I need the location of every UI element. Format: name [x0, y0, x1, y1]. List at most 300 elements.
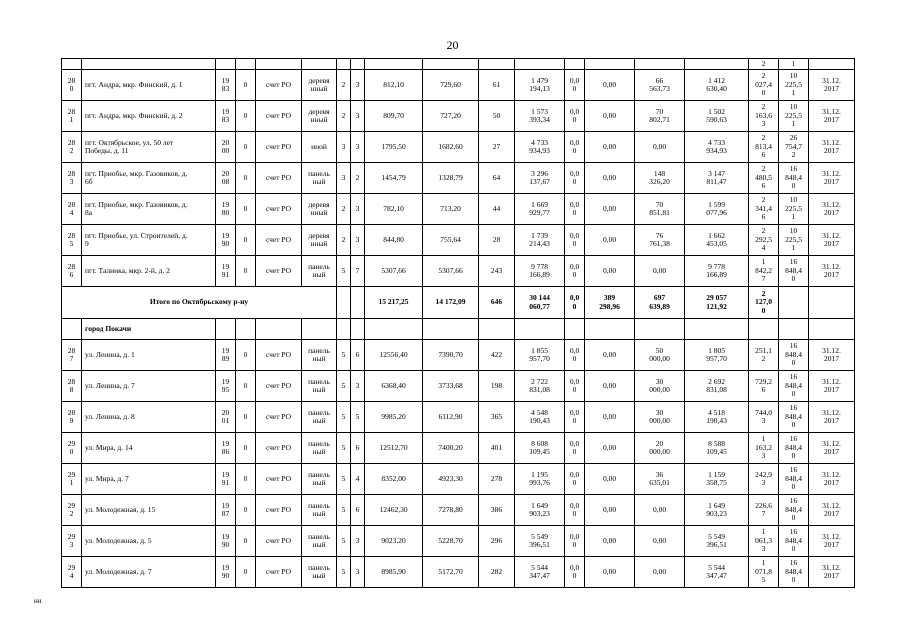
table-cell: счет РО [256, 371, 302, 402]
table-cell: 31.12. 2017 [809, 163, 855, 194]
table-cell: 1 159 358,75 [685, 464, 749, 495]
table-cell: 0 [236, 132, 256, 163]
table-cell: 5172,70 [423, 557, 479, 588]
table-cell: 31.12. 2017 [809, 371, 855, 402]
table-cell [479, 59, 515, 70]
table-cell [302, 59, 337, 70]
table-cell: счет РО [256, 225, 302, 256]
table-row [62, 256, 855, 287]
table-cell: 5 544 347,47 [685, 557, 749, 588]
table-cell: 198 [479, 371, 515, 402]
table-cell: 0,00 [585, 225, 635, 256]
table-cell: 19 80 [216, 194, 236, 225]
table-cell: 3 [351, 101, 365, 132]
table-cell: 5 549 396,51 [685, 526, 749, 557]
table-cell: 242,9 3 [749, 464, 779, 495]
table-cell: пгт. Андра, мкр. Финский, д. 2 [82, 101, 216, 132]
table-cell [62, 319, 82, 340]
table-cell: 1454,79 [365, 163, 423, 194]
table-cell: 31.12. 2017 [809, 402, 855, 433]
table-cell: 5 [337, 464, 351, 495]
table-cell: 19 83 [216, 70, 236, 101]
table-cell: 278 [479, 464, 515, 495]
table-cell: 7390,70 [423, 340, 479, 371]
table-cell: 0 [236, 340, 256, 371]
table-cell: 19 90 [216, 526, 236, 557]
table-cell: 4 733 934,93 [515, 132, 565, 163]
table-cell: 1 071,8 5 [749, 557, 779, 588]
table-cell: 0,0 0 [565, 402, 585, 433]
table-cell: 16 848,4 0 [779, 526, 809, 557]
table-cell [515, 319, 565, 340]
table-cell: 1 842,2 7 [749, 256, 779, 287]
table-cell: 243 [479, 256, 515, 287]
table-cell: 31.12. 2017 [809, 194, 855, 225]
table-cell: 0,00 [585, 464, 635, 495]
table-cell: 12512,70 [365, 433, 423, 464]
table-cell: 29 0 [62, 433, 82, 464]
housing-repair-table [61, 58, 855, 588]
table-cell: 0,00 [585, 433, 635, 464]
table-cell: 16 848,4 0 [779, 402, 809, 433]
table-row [62, 557, 855, 588]
total-label: Итого по Октябрьскому р-ну [62, 287, 337, 319]
table-cell: 0 [236, 371, 256, 402]
section-row [62, 319, 855, 340]
table-cell: 28 3 [62, 163, 82, 194]
table-cell: 44 [479, 194, 515, 225]
table-cell: 16 848,4 0 [779, 256, 809, 287]
table-cell: 5228,70 [423, 526, 479, 557]
table-cell: 29 2 [62, 495, 82, 526]
table-cell: 1795,50 [365, 132, 423, 163]
table-cell: 50 [479, 101, 515, 132]
table-cell: 1328,79 [423, 163, 479, 194]
table-cell: счет РО [256, 256, 302, 287]
table-cell: 12556,40 [365, 340, 423, 371]
page-number: 20 [446, 38, 459, 52]
table-cell: ул. Молодежная, д. 5 [82, 526, 216, 557]
table-cell: счет РО [256, 464, 302, 495]
table-cell [565, 59, 585, 70]
table-cell: пгт. Приобье, ул. Строителей, д. 9 [82, 225, 216, 256]
table-cell: панель ный [302, 433, 337, 464]
table-cell [565, 319, 585, 340]
table-cell: 1 502 590,63 [685, 101, 749, 132]
table-cell [585, 319, 635, 340]
table-cell: 19 90 [216, 557, 236, 588]
table-cell: 28 6 [62, 256, 82, 287]
table-cell: 0,00 [635, 557, 685, 588]
table-cell: 0,0 0 [565, 557, 585, 588]
table-cell: 28 8 [62, 371, 82, 402]
table-cell: 1 [779, 59, 809, 70]
table-row [62, 464, 855, 495]
table-cell [685, 59, 749, 70]
table-row-fragment [62, 59, 855, 70]
table-cell: 3 147 811,47 [685, 163, 749, 194]
table-cell: 0,00 [585, 371, 635, 402]
table-cell: 729,60 [423, 70, 479, 101]
table-cell: 0 [236, 256, 256, 287]
table-cell: 16 848,4 0 [779, 495, 809, 526]
table-cell: 10 225,5 1 [779, 70, 809, 101]
table-cell: 20 000,00 [635, 433, 685, 464]
table-cell: 0 [236, 101, 256, 132]
table-cell: 0,00 [585, 340, 635, 371]
table-cell: 31.12. 2017 [809, 464, 855, 495]
table-cell [216, 59, 236, 70]
table-cell: 3 [351, 371, 365, 402]
table-cell [779, 319, 809, 340]
table-cell: счет РО [256, 101, 302, 132]
table-cell: 1 649 903,23 [685, 495, 749, 526]
table-cell [809, 287, 855, 319]
table-row [62, 433, 855, 464]
table-cell: 19 87 [216, 495, 236, 526]
table-cell [479, 319, 515, 340]
table-cell: 3 [351, 526, 365, 557]
table-cell: 0,0 0 [565, 526, 585, 557]
table-cell: 30 000,00 [635, 402, 685, 433]
table-cell: 296 [479, 526, 515, 557]
table-cell [351, 319, 365, 340]
table-cell: 6 [351, 340, 365, 371]
table-cell: 6 [351, 495, 365, 526]
table-cell: 0 [236, 194, 256, 225]
table-cell: панель ный [302, 163, 337, 194]
table-cell: 744,0 3 [749, 402, 779, 433]
table-cell: 4 548 190,43 [515, 402, 565, 433]
table-cell: 2 [351, 163, 365, 194]
table-cell: 7400,20 [423, 433, 479, 464]
table-cell: 5307,66 [423, 256, 479, 287]
table-cell: 282 [479, 557, 515, 588]
table-cell: пгт. Талинка, мкр. 2-й, д. 2 [82, 256, 216, 287]
table-cell: 0,00 [585, 526, 635, 557]
table-row [62, 402, 855, 433]
table-cell: 3 [351, 557, 365, 588]
table-cell: панель ный [302, 340, 337, 371]
table-cell: 0 [236, 163, 256, 194]
table-cell: 29 4 [62, 557, 82, 588]
table-row [62, 495, 855, 526]
table-cell: счет РО [256, 70, 302, 101]
section-title-city: город Покачи [82, 319, 216, 340]
table-cell: 0,00 [635, 256, 685, 287]
table-cell: 0,00 [635, 526, 685, 557]
table-cell: 76 761,38 [635, 225, 685, 256]
table-cell: 5 [337, 495, 351, 526]
table-cell: 30 000,00 [635, 371, 685, 402]
total-area: 15 217,25 [365, 287, 423, 319]
table-cell: 1 061,3 3 [749, 526, 779, 557]
table-cell: 0 [236, 402, 256, 433]
table-cell: 4923,30 [423, 464, 479, 495]
table-cell: 1682,60 [423, 132, 479, 163]
table-cell: деревя нный [302, 101, 337, 132]
table-cell: пгт. Октябрьское, ул. 50 лет Победы, д. 11 [82, 132, 216, 163]
table-cell: 3 [337, 132, 351, 163]
table-cell: 0 [236, 225, 256, 256]
table-cell: 31.12. 2017 [809, 132, 855, 163]
table-cell: 2 722 831,08 [515, 371, 565, 402]
table-cell: 0 [236, 464, 256, 495]
table-cell: 10 225,5 1 [779, 194, 809, 225]
table-cell: 9985,20 [365, 402, 423, 433]
table-cell: 4 733 934,93 [685, 132, 749, 163]
table-cell: 28 0 [62, 70, 82, 101]
total-cost: 30 144 060,77 [515, 287, 565, 319]
table-cell: 3733,68 [423, 371, 479, 402]
table-cell: 0,0 0 [565, 433, 585, 464]
table-cell: 28 1 [62, 101, 82, 132]
table-cell: панель ный [302, 557, 337, 588]
total-residents: 646 [479, 287, 515, 319]
table-cell: 16 848,4 0 [779, 163, 809, 194]
table-cell: 0 [236, 557, 256, 588]
footer-mark: нн [34, 597, 42, 605]
table-cell: 19 91 [216, 256, 236, 287]
table-cell: 0,00 [585, 557, 635, 588]
table-cell: 1 412 630,40 [685, 70, 749, 101]
table-cell: 251,1 2 [749, 340, 779, 371]
table-cell: панель ный [302, 526, 337, 557]
table-cell: деревя нный [302, 194, 337, 225]
table-cell: панель ный [302, 402, 337, 433]
table-cell: 0 [236, 70, 256, 101]
table-cell: деревя нный [302, 70, 337, 101]
table-cell: 2 [337, 194, 351, 225]
table-cell: 1 662 453,05 [685, 225, 749, 256]
table-cell [256, 319, 302, 340]
table-cell [749, 319, 779, 340]
table-cell: счет РО [256, 402, 302, 433]
table-cell: 31.12. 2017 [809, 70, 855, 101]
table-cell [337, 287, 351, 319]
table-cell: 5 [337, 526, 351, 557]
table-cell: 0,00 [585, 402, 635, 433]
table-cell: 8985,90 [365, 557, 423, 588]
table-cell: счет РО [256, 163, 302, 194]
table-cell: ул. Молодежная, д. 15 [82, 495, 216, 526]
table-cell: 844,80 [365, 225, 423, 256]
table-cell: 0,00 [635, 132, 685, 163]
table-cell: 2 813,4 6 [749, 132, 779, 163]
table-cell [82, 59, 216, 70]
table-cell [423, 319, 479, 340]
table-cell: 0,0 0 [565, 194, 585, 225]
table-cell [779, 287, 809, 319]
table-cell: 1 479 194,13 [515, 70, 565, 101]
table-row [62, 340, 855, 371]
table-cell: 0,00 [585, 101, 635, 132]
table-cell: 27 [479, 132, 515, 163]
table-cell [423, 59, 479, 70]
table-cell: 6 [351, 433, 365, 464]
table-cell: пгт. Приобье, мкр. Газовиков, д. 6б [82, 163, 216, 194]
table-cell: 5 [337, 371, 351, 402]
table-cell: панель ный [302, 495, 337, 526]
table-cell: 19 91 [216, 464, 236, 495]
table-cell [365, 319, 423, 340]
total-value: 389 298,96 [585, 287, 635, 319]
table-cell: 1 573 393,34 [515, 101, 565, 132]
table-cell: 10 225,5 1 [779, 225, 809, 256]
table-cell: счет РО [256, 132, 302, 163]
table-cell: 0,0 0 [565, 371, 585, 402]
table-cell: 1 805 957,70 [685, 340, 749, 371]
table-cell [216, 319, 236, 340]
table-cell: 2 341,4 6 [749, 194, 779, 225]
table-cell [351, 287, 365, 319]
table-cell: 2 [337, 70, 351, 101]
table-cell: 61 [479, 70, 515, 101]
table-cell: 16 848,4 0 [779, 464, 809, 495]
table-cell: 3 [351, 70, 365, 101]
table-cell: 3 [351, 225, 365, 256]
table-cell [62, 59, 82, 70]
table-cell: пгт. Приобье, мкр. Газовиков, д. 8а [82, 194, 216, 225]
table-cell: 31.12. 2017 [809, 526, 855, 557]
table-row [62, 163, 855, 194]
table-cell: 19 90 [216, 225, 236, 256]
table-cell: 5 544 347,47 [515, 557, 565, 588]
table-cell [236, 59, 256, 70]
table-cell: 0,0 0 [565, 256, 585, 287]
table-cell: ул. Ленина, д. 1 [82, 340, 216, 371]
table-row [62, 132, 855, 163]
table-cell: ул. Ленина, д. 7 [82, 371, 216, 402]
table-cell: деревя нный [302, 225, 337, 256]
table-cell: 713,20 [423, 194, 479, 225]
table-cell: 70 802,71 [635, 101, 685, 132]
table-cell: 28 4 [62, 194, 82, 225]
housing-table-wrapper [61, 58, 854, 588]
table-cell: 809,70 [365, 101, 423, 132]
table-cell: 0,0 0 [565, 163, 585, 194]
table-cell: 19 83 [216, 101, 236, 132]
table-cell: 0,0 0 [565, 132, 585, 163]
table-row [62, 371, 855, 402]
table-cell: 28 9 [62, 402, 82, 433]
table-cell: 5 549 396,51 [515, 526, 565, 557]
table-cell: счет РО [256, 495, 302, 526]
table-cell: 5 [337, 557, 351, 588]
table-cell: 28 5 [62, 225, 82, 256]
table-cell: счет РО [256, 557, 302, 588]
table-cell [635, 59, 685, 70]
table-cell: 0,0 0 [565, 464, 585, 495]
table-cell: 5307,66 [365, 256, 423, 287]
table-cell: 7 [351, 256, 365, 287]
table-cell: 0,00 [585, 132, 635, 163]
table-cell: 28 7 [62, 340, 82, 371]
table-cell: 0,00 [585, 70, 635, 101]
table-cell: 16 848,4 0 [779, 340, 809, 371]
table-cell: 10 225,5 1 [779, 101, 809, 132]
table-cell: 20 01 [216, 402, 236, 433]
table-cell: 9 778 166,89 [515, 256, 565, 287]
table-cell [337, 59, 351, 70]
table-cell: 31.12. 2017 [809, 340, 855, 371]
table-cell: 782,10 [365, 194, 423, 225]
table-cell: 8352,00 [365, 464, 423, 495]
table-cell: 0,0 0 [565, 225, 585, 256]
table-cell: 1 739 214,43 [515, 225, 565, 256]
table-cell: 16 848,4 0 [779, 371, 809, 402]
table-cell: 2 027,4 0 [749, 70, 779, 101]
table-body [62, 59, 855, 588]
table-cell: ул. Мира, д. 7 [82, 464, 216, 495]
table-cell: 727,20 [423, 101, 479, 132]
table-cell: 2 [749, 59, 779, 70]
table-row [62, 225, 855, 256]
total-row-oktyabrsky [62, 287, 855, 319]
table-cell: 0 [236, 433, 256, 464]
table-cell: 31.12. 2017 [809, 433, 855, 464]
total-value: 2 127,0 0 [749, 287, 779, 319]
table-cell: 2 [337, 101, 351, 132]
table-cell: 4 518 190,43 [685, 402, 749, 433]
table-cell: 0,00 [635, 495, 685, 526]
table-cell: 8 608 109,45 [515, 433, 565, 464]
table-cell: 5 [351, 402, 365, 433]
table-cell: 148 326,20 [635, 163, 685, 194]
table-cell: 812,10 [365, 70, 423, 101]
table-cell: 0,0 0 [565, 101, 585, 132]
table-cell: 64 [479, 163, 515, 194]
table-cell: 20 08 [216, 163, 236, 194]
total-value: 697 639,89 [635, 287, 685, 319]
table-cell: 1 195 993,76 [515, 464, 565, 495]
table-cell: пгт. Андра, мкр. Финский, д. 1 [82, 70, 216, 101]
table-cell: 0,00 [585, 495, 635, 526]
table-cell: 7278,80 [423, 495, 479, 526]
table-cell: 0,00 [585, 163, 635, 194]
table-cell: 8 588 109,45 [685, 433, 749, 464]
table-cell: 401 [479, 433, 515, 464]
table-cell: 36 635,01 [635, 464, 685, 495]
table-cell: 6112,90 [423, 402, 479, 433]
table-cell [302, 319, 337, 340]
table-cell: 50 000,00 [635, 340, 685, 371]
table-cell: 2 692 831,08 [685, 371, 749, 402]
table-cell: панель ный [302, 464, 337, 495]
table-cell: 28 2 [62, 132, 82, 163]
total-value: 0,0 0 [565, 287, 585, 319]
table-cell: 70 851,81 [635, 194, 685, 225]
table-cell: 1 649 903,23 [515, 495, 565, 526]
table-cell: 3 [351, 132, 365, 163]
table-cell: 31.12. 2017 [809, 256, 855, 287]
table-cell: 26 754,7 2 [779, 132, 809, 163]
table-cell: 422 [479, 340, 515, 371]
table-cell: 20 00 [216, 132, 236, 163]
table-cell: 29 3 [62, 526, 82, 557]
table-cell: счет РО [256, 526, 302, 557]
table-cell: 5 [337, 402, 351, 433]
table-cell: 31.12. 2017 [809, 101, 855, 132]
table-cell: 16 848,4 0 [779, 557, 809, 588]
table-cell: 1 163,2 3 [749, 433, 779, 464]
table-cell [685, 319, 749, 340]
table-cell: 2 292,5 4 [749, 225, 779, 256]
table-cell: панель ный [302, 256, 337, 287]
table-cell: 5 [337, 340, 351, 371]
table-cell: 19 89 [216, 340, 236, 371]
table-cell: 386 [479, 495, 515, 526]
